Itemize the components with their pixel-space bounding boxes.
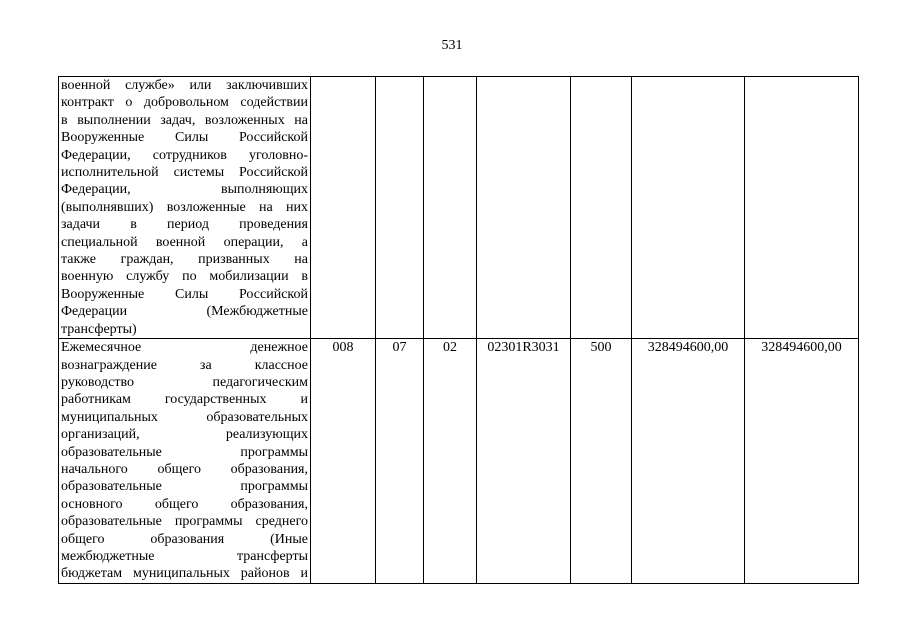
description-line: в выполнении задач, возложенных на: [61, 112, 308, 128]
amount-cell-2: [745, 77, 859, 339]
amount-cell-1: 328494600,00: [632, 339, 745, 584]
description-line: военную службу по мобилизации в: [61, 269, 308, 285]
description-line: Ежемесячное денежное: [61, 340, 308, 356]
subsection-code-cell: [424, 77, 477, 339]
ministry-code-cell: [311, 77, 376, 339]
description-line: специальной военной операции, а: [61, 234, 308, 250]
table-row: [59, 77, 859, 339]
description-line: общего образования (Иные: [61, 531, 308, 547]
expense-type-cell: [571, 77, 632, 339]
description-line: муниципальных образовательных: [61, 409, 308, 425]
description-line: Вооруженные Силы Российской: [61, 130, 308, 146]
ministry-code-cell: 008: [311, 339, 376, 584]
description-cell: [59, 339, 311, 584]
description-line: образовательные программы среднего: [61, 514, 308, 530]
description-line: образовательные программы: [61, 479, 308, 495]
target-article-cell: 02301R3031: [477, 339, 571, 584]
description-line: руководство педагогическим: [61, 374, 308, 390]
description-line: основного общего образования,: [61, 496, 308, 512]
description-line: Федерации, выполняющих: [61, 182, 308, 198]
description-cell: [59, 77, 311, 339]
description-line: начального общего образования,: [61, 461, 308, 477]
description-line: также граждан, призванных на: [61, 252, 308, 268]
page-number: 531: [441, 38, 463, 53]
expense-type-cell: 500: [571, 339, 632, 584]
description-line: межбюджетные трансферты: [61, 548, 308, 564]
description-line: работникам государственных и: [61, 392, 308, 408]
description-line: Вооруженные Силы Российской: [61, 286, 308, 302]
section-code-cell: [376, 77, 424, 339]
amount-cell-2: 328494600,00: [745, 339, 859, 584]
description-line: (выполнявших) возложенные на них: [61, 199, 308, 215]
budget-table: [58, 76, 859, 584]
description-line: образовательные программы: [61, 444, 308, 460]
description-line: контракт о добровольном содействии: [61, 95, 308, 111]
description-line: Федерации (Межбюджетные: [61, 304, 308, 320]
description-line: вознаграждение за классное: [61, 357, 308, 373]
description-line: исполнительной системы Российской: [61, 165, 308, 181]
target-article-cell: [477, 77, 571, 339]
subsection-code-cell: 02: [424, 339, 477, 584]
description-line: Федерации, сотрудников уголовно-: [61, 147, 308, 163]
section-code-cell: 07: [376, 339, 424, 584]
description-line: организаций, реализующих: [61, 427, 308, 443]
table-row: [59, 339, 859, 584]
amount-cell-1: [632, 77, 745, 339]
description-line: трансферты): [61, 321, 137, 337]
description-line: бюджетам муниципальных районов и: [61, 566, 308, 582]
description-line: военной службе» или заключивших: [61, 78, 308, 93]
description-line: задачи в период проведения: [61, 217, 308, 233]
